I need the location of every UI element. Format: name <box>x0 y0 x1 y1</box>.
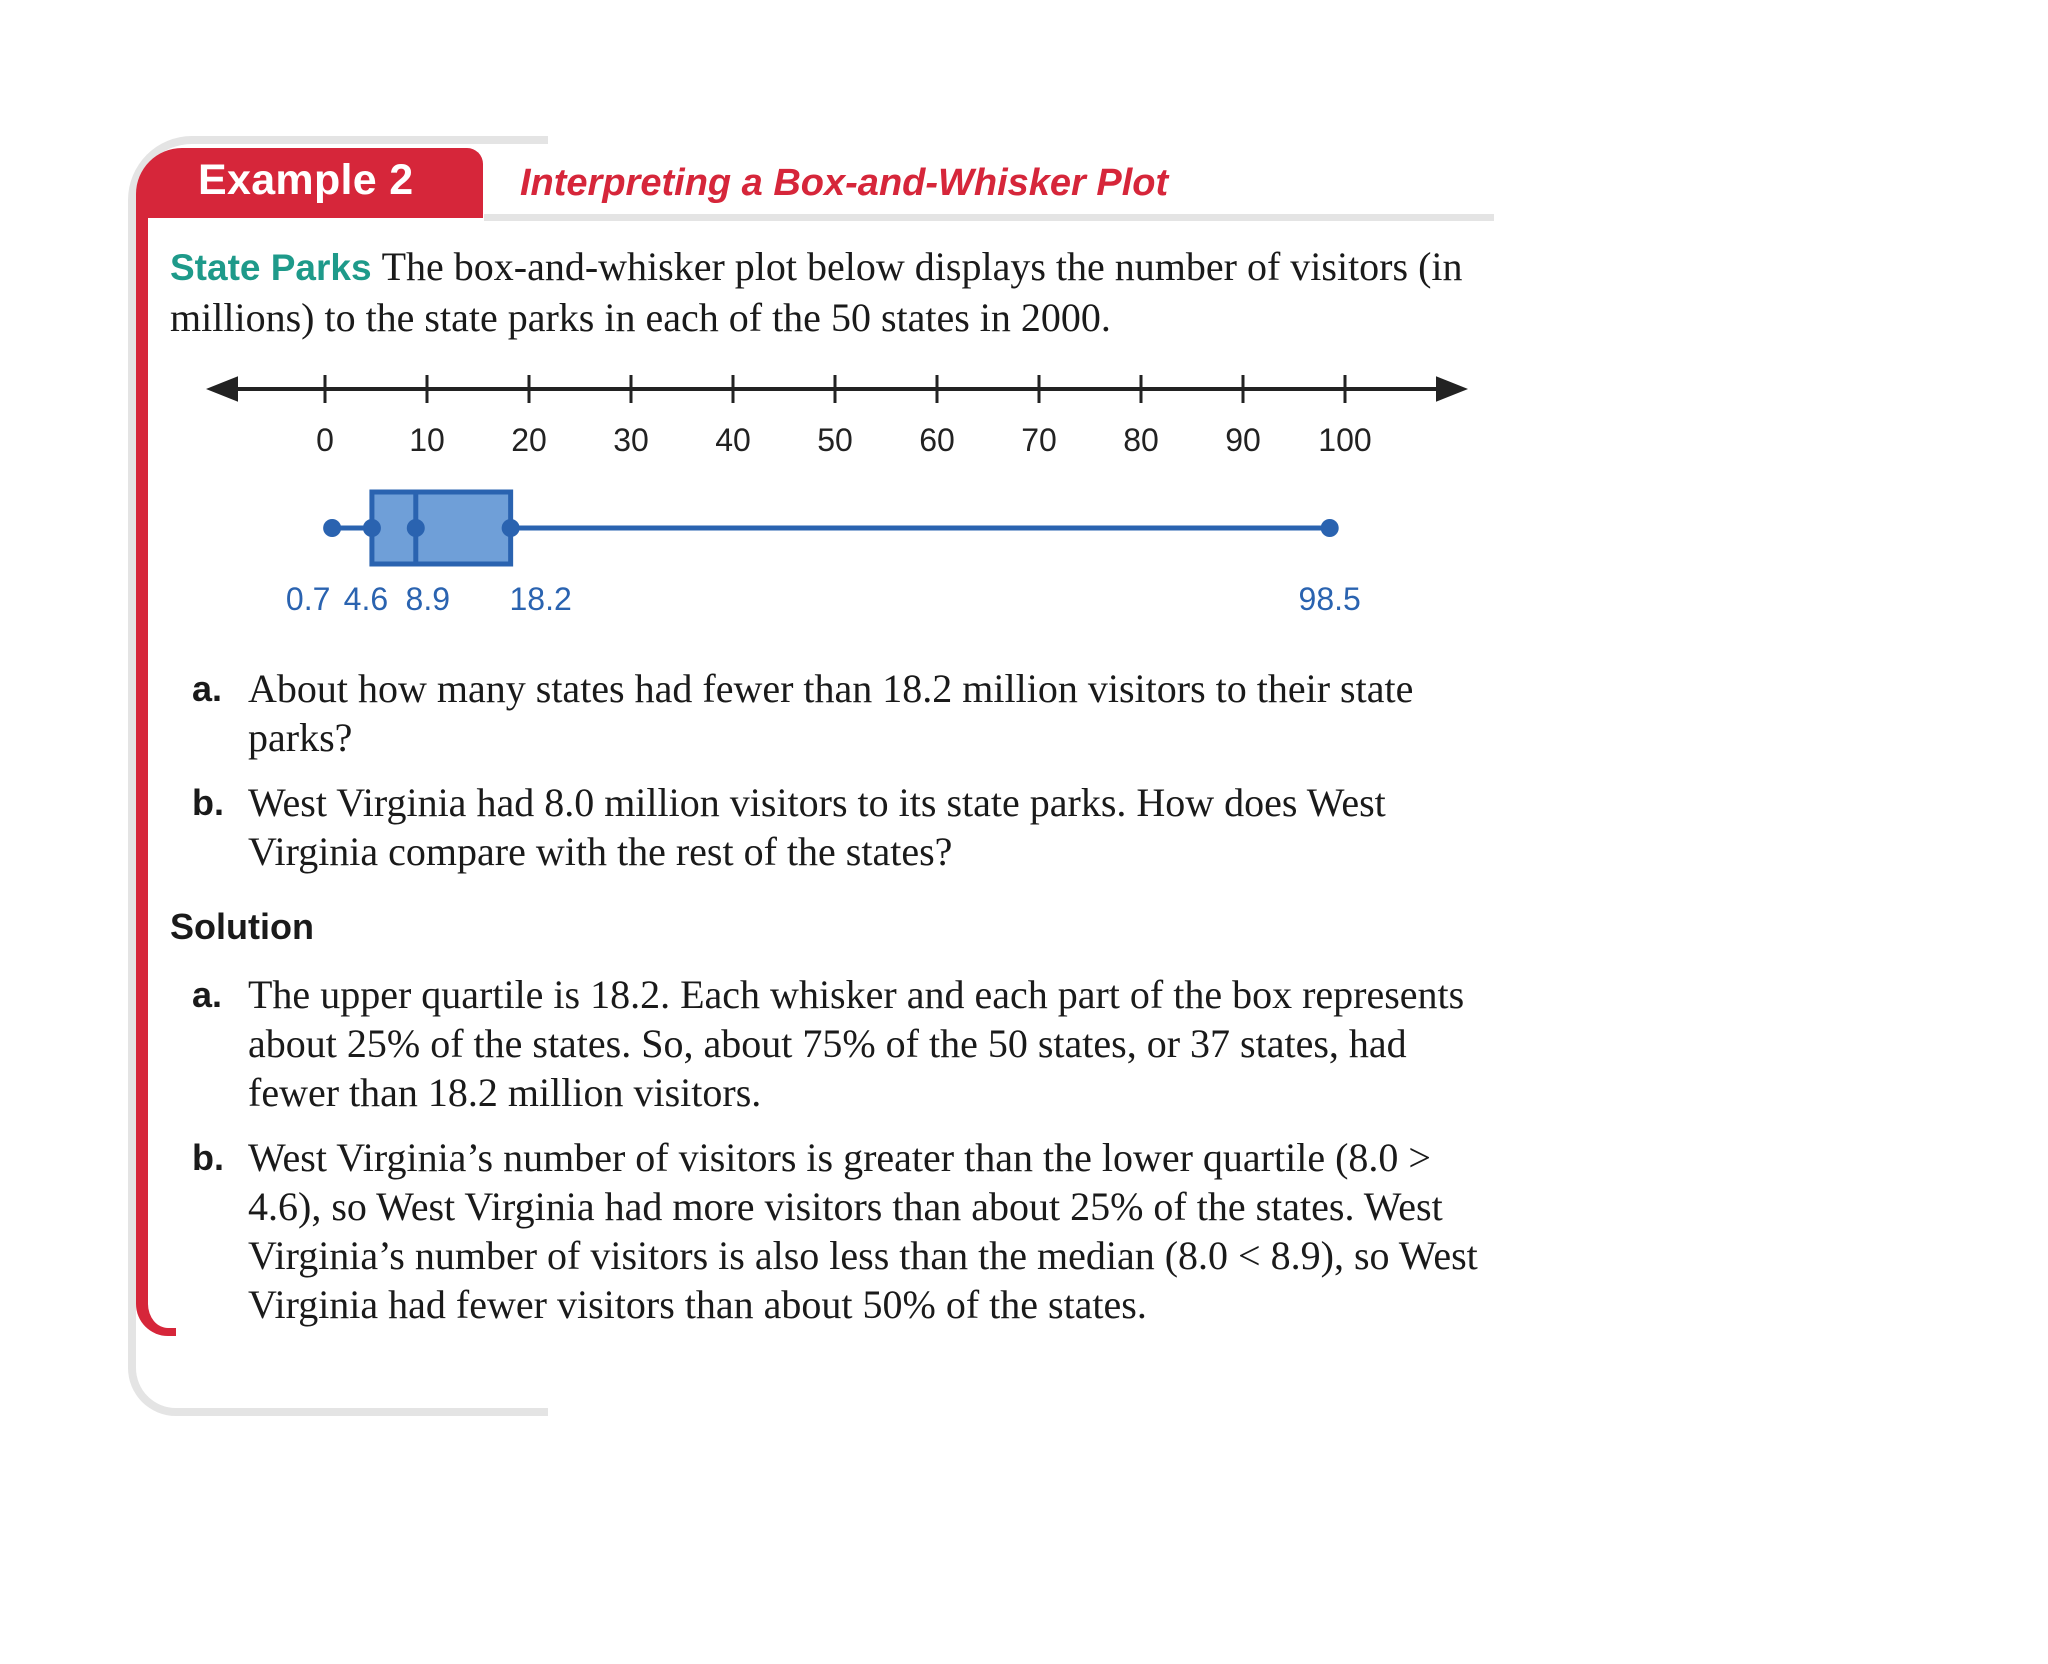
solution-b <box>192 1133 1502 1329</box>
solution-b-letter: b. <box>192 1137 224 1178</box>
solution-heading: Solution <box>170 906 314 947</box>
axis-tick-label: 40 <box>715 422 751 458</box>
topic-label: State Parks <box>170 247 372 288</box>
example-label: Example 2 <box>198 156 414 204</box>
question-b <box>192 778 1502 876</box>
min-value-label: 0.7 <box>285 581 331 617</box>
q3-point <box>502 519 520 537</box>
axis-tick-label: 60 <box>919 422 955 458</box>
question-a-letter: a. <box>192 668 223 709</box>
intro-text: The box-and-whisker plot below displays the number of visitors (in millions) to the state parks in each of the 50 states in 2000. <box>170 244 1463 340</box>
question-a <box>192 664 1502 762</box>
box-and-whisker-plot <box>0 0 2048 660</box>
axis-tick-label: 0 <box>316 422 334 458</box>
box-plot-marks <box>323 492 1339 564</box>
q1-point <box>363 519 381 537</box>
summary-value-labels <box>286 581 1361 617</box>
interquartile-box <box>372 492 511 564</box>
solution-a-text: The upper quartile is 18.2. Each whisker and each part of the box represents about 25% of the states. So, about 75% of the 50 states, or 37 states, had fewer than 18.2 million visitors. <box>248 972 1465 1115</box>
axis-tick-label: 30 <box>613 422 649 458</box>
axis-tick-label: 20 <box>511 422 547 458</box>
axis-tick-label: 80 <box>1123 422 1159 458</box>
q1-value-label: 4.6 <box>343 581 389 617</box>
example-title: Interpreting a Box-and-Whisker Plot <box>520 162 1169 204</box>
solution-a-letter: a. <box>192 974 223 1015</box>
max-point <box>1321 519 1339 537</box>
question-b-letter: b. <box>192 782 224 823</box>
max-value-label: 98.5 <box>1298 581 1361 617</box>
min-point <box>323 519 341 537</box>
question-b-text: West Virginia had 8.0 million visitors to its state parks. How does West Virginia compare with the rest of the states? <box>248 780 1386 874</box>
question-a-text: About how many states had fewer than 18.2 million visitors to their state parks? <box>248 666 1414 760</box>
axis-tick-label: 50 <box>817 422 853 458</box>
solution-a <box>192 970 1502 1117</box>
axis-tick-label: 90 <box>1225 422 1261 458</box>
q3-value-label: 18.2 <box>509 581 572 617</box>
axis-tick-label: 70 <box>1021 422 1057 458</box>
solution-b-text: West Virginia’s number of visitors is greater than the lower quartile (8.0 > 4.6), so West Virginia had more visitors than about 25% of the states. West Virginia’s number of visitors is also less than the median (8.0 < 8.9), so West Virginia had fewer visitors than about 50% of the states. <box>248 1135 1478 1327</box>
axis-tick-labels <box>316 422 1372 458</box>
median-point <box>407 519 425 537</box>
axis-tick-label: 10 <box>409 422 445 458</box>
median-value-label: 8.9 <box>405 581 451 617</box>
axis-tick-label: 100 <box>1318 422 1372 458</box>
